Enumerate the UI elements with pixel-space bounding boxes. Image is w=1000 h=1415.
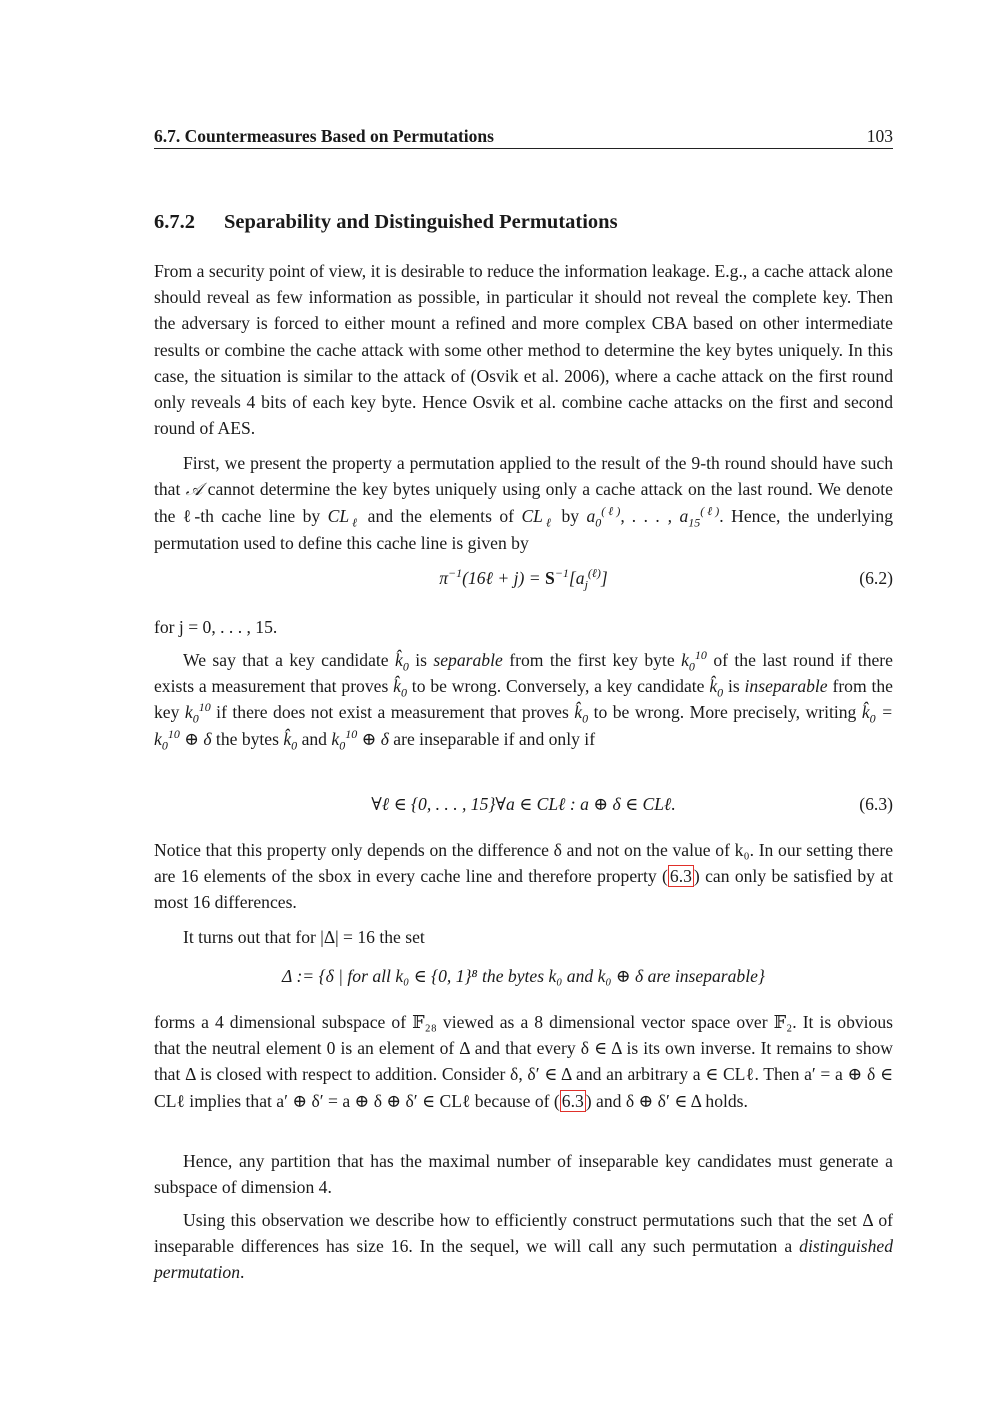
equation-body: ∀ℓ ∈ {0, . . . , 15}∀a ∈ CLℓ : a ⊕ δ ∈ CLℓ.: [371, 794, 676, 814]
running-header: [154, 124, 893, 149]
paragraph-notice: Notice that this property only depends on the difference δ and not on the value of k₀. In our setting there are 16 elements of the sbox in every cache line and therefore property ( 6.3 ) can only be satisfied by at most 16 differences.: [154, 840, 893, 913]
paragraph-turns-out: It turns out that for |Δ| = 16 the set: [183, 927, 425, 947]
equation-number: (6.2): [859, 568, 893, 588]
paragraph-range: for j = 0, . . . , 15.: [154, 617, 278, 637]
equation-body: Δ := {δ | for all k₀ ∈ {0, 1}⁸ the bytes k₀ and k₀ ⊕ δ are inseparable}: [282, 966, 765, 986]
equation-body: $\pi^{-1}(16\ell + j) = S^{-1}[a_j^{(\ell)}]$: [439, 566, 608, 592]
paragraph-partition: Hence, any partition that has the maximal number of inseparable key candidates must generate a subspace of dimension 4.: [154, 1151, 893, 1198]
paragraph-property: First, we present the property a permutation applied to the result of the 9-th round should have such that 𝒜 cannot determine the key bytes uniquely using only a cache attack on the last round. We denote the ℓ-th cache line by $CL_\ell$ and the elements of $CL_\ell$ by $a_0^{(\ell)}$, . . . , $a_{15}^{(\ell)}$. Hence, the underlying permutation used to define this cache line is given by: [154, 453, 894, 553]
paragraph-intro: From a security point of view, it is desirable to reduce the information leakage. E.g., a cache attack alone should reveal as few information as possible, in particular it should not reveal the complete key. Then the adversary is forced to either mount a refined and more complex CBA based on other intermediate results or combine the cache attack with some other method to determine the key bytes uniquely. In this case, the situation is similar to the attack of (Osvik et al. 2006), where a cache attack on the first round only reveals 4 bits of each key byte. Hence Osvik et al. combine cache attacks on the first and second round of AES.: [154, 261, 893, 439]
equation-reference-link[interactable]: 6.3: [561, 1090, 584, 1111]
section-number: 6.7.2: [154, 211, 195, 233]
paragraph-distinguished: Using this observation we describe how to efficiently construct permutations such that the set Δ of inseparable differences has size 16. In the sequel, we will call any such permutation a distinguished permutation.: [154, 1210, 893, 1283]
equation-6-3: [154, 794, 893, 822]
paragraph-separable: We say that a key candidate $k̂_0$ is separable from the first key byte $k_0^{10}$ of the last round if there exists a measurement that proves $k̂_0$ to be wrong. Conversely, a key candidate $k̂_0$ is inseparable from the key $k_0^{10}$ if there does not exist a measurement that proves $k̂_0$ to be wrong. More precisely, writing $k̂_0 = k_0^{10}$ ⊕ δ the bytes $k̂_0$ and $k_0^{10}$ ⊕ δ are inseparable if and only if: [154, 648, 893, 753]
section-heading: [154, 211, 618, 234]
paragraph-subspace: forms a 4 dimensional subspace of 𝔽₂₈ viewed as a 8 dimensional vector space over 𝔽₂. It is obvious that the neutral element 0 is an element of Δ and that every δ ∈ Δ is its own inverse. It remains to show that Δ is closed with respect to addition. Consider δ, δ′ ∈ Δ and an arbitrary a ∈ CLℓ. Then a′ = a ⊕ δ ∈ CLℓ implies that a′ ⊕ δ′ = a ⊕ δ ⊕ δ′ ∈ CLℓ because of ( 6.3 ) and δ ⊕ δ′ ∈ Δ holds.: [154, 1012, 893, 1111]
equation-reference-link[interactable]: 6.3: [669, 866, 692, 887]
running-title: 6.7. Countermeasures Based on Permutations: [154, 126, 494, 146]
section-title: Separability and Distinguished Permutations: [224, 211, 618, 233]
equation-delta-definition: [154, 966, 893, 994]
page-number: 103: [866, 126, 893, 146]
equation-number: (6.3): [859, 794, 893, 814]
equation-6-2: [154, 568, 893, 596]
